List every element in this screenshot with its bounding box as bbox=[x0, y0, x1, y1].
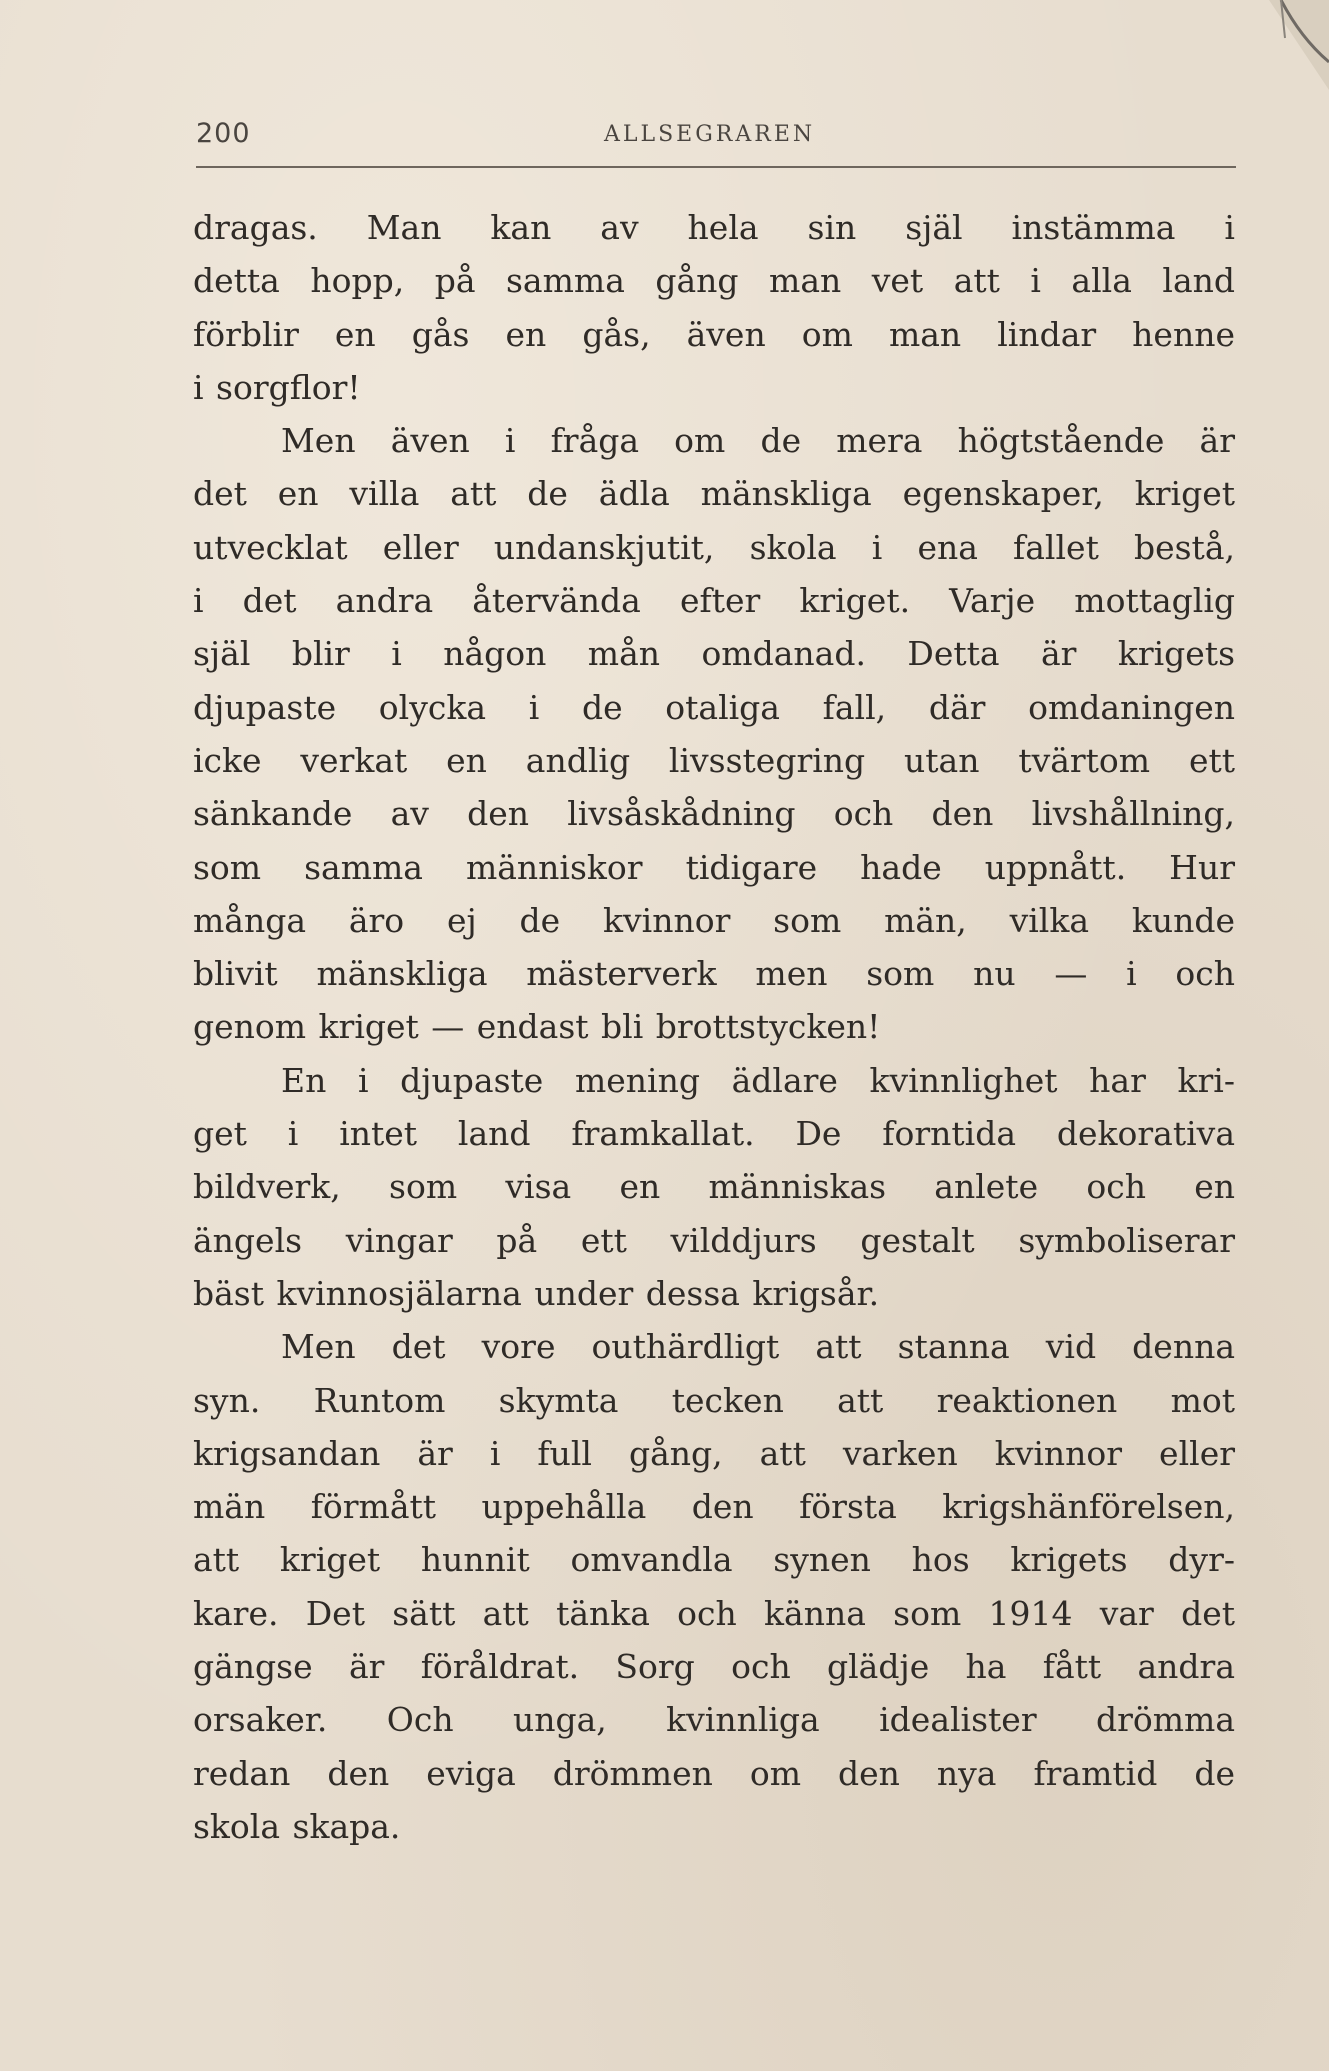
text-line: genom kriget — endast bli brottstycken! bbox=[193, 1007, 881, 1047]
text-line: sänkande av den livsåskådning och den livshållning, bbox=[193, 794, 1235, 834]
text-line: orsaker. Och unga, kvinnliga idealister drömma bbox=[193, 1700, 1235, 1740]
text-line: utvecklat eller undanskjutit, skola i ena fallet bestå, bbox=[193, 527, 1235, 567]
text-line: blivit mänskliga mästerverk men som nu — i och bbox=[193, 954, 1235, 994]
text-line: skola skapa. bbox=[193, 1806, 401, 1846]
text-line: Men även i fråga om de mera högtstående är bbox=[281, 421, 1235, 461]
text-line: att kriget hunnit omvandla synen hos krigets dyr- bbox=[193, 1540, 1235, 1580]
text-line: själ blir i någon mån omdanad. Detta är krigets bbox=[193, 634, 1235, 674]
text-line: dragas. Man kan av hela sin själ instämma i bbox=[193, 208, 1235, 247]
text-line: i det andra återvända efter kriget. Varje mottaglig bbox=[193, 581, 1235, 621]
text-line: get i intet land framkallat. De forntida dekorativa bbox=[193, 1114, 1235, 1154]
page-corner-mark bbox=[1189, 0, 1329, 110]
text-line: många äro ej de kvinnor som män, vilka kunde bbox=[193, 900, 1235, 940]
text-line: som samma människor tidigare hade uppnått. Hur bbox=[193, 847, 1235, 887]
body-text bbox=[193, 201, 1235, 1853]
text-line: i sorgflor! bbox=[193, 367, 361, 407]
text-line: Men det vore outhärdligt att stanna vid denna bbox=[281, 1327, 1235, 1367]
text-line: bäst kvinnosjälarna under dessa krigsår. bbox=[193, 1273, 880, 1313]
text-line: förblir en gås en gås, även om man lindar henne bbox=[193, 314, 1235, 354]
running-head: ALLSEGRAREN bbox=[604, 122, 816, 147]
text-line: bildverk, som visa en människas anlete och en bbox=[193, 1167, 1235, 1207]
text-line: kare. Det sätt att tänka och känna som 1914 var det bbox=[193, 1593, 1235, 1633]
text-line: ängels vingar på ett vilddjurs gestalt symboliserar bbox=[193, 1220, 1235, 1260]
text-line: det en villa att de ädla mänskliga egenskaper, kriget bbox=[193, 474, 1235, 514]
page-header bbox=[196, 112, 1236, 152]
text-line: krigsandan är i full gång, att varken kvinnor eller bbox=[193, 1433, 1235, 1473]
text-line: redan den eviga drömmen om den nya framtid de bbox=[193, 1753, 1235, 1793]
text-line: djupaste olycka i de otaliga fall, där omdaningen bbox=[193, 687, 1235, 727]
text-line: syn. Runtom skymta tecken att reaktionen mot bbox=[193, 1380, 1235, 1420]
text-line: icke verkat en andlig livsstegring utan tvärtom ett bbox=[193, 740, 1235, 780]
text-line: gängse är föråldrat. Sorg och glädje ha fått andra bbox=[193, 1647, 1235, 1687]
text-line: En i djupaste mening ädlare kvinnlighet har kri- bbox=[281, 1060, 1235, 1100]
header-rule bbox=[196, 166, 1236, 168]
page-number: 200 bbox=[196, 118, 251, 149]
text-line: män förmått uppehålla den första krigshänförelsen, bbox=[193, 1487, 1235, 1527]
text-line: detta hopp, på samma gång man vet att i alla land bbox=[193, 261, 1235, 301]
